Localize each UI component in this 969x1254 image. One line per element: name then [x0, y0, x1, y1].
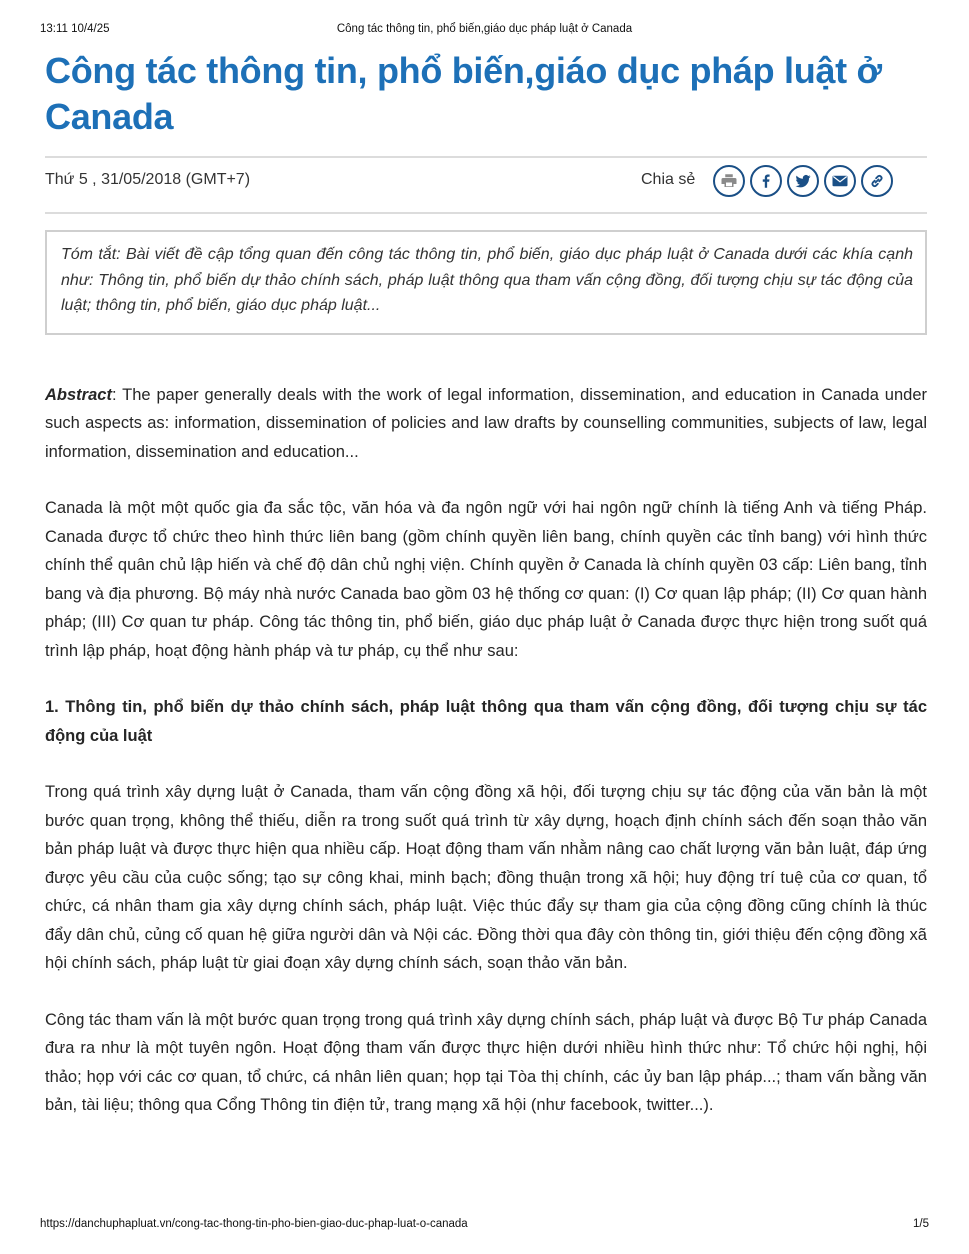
twitter-icon[interactable] — [787, 165, 819, 197]
print-page-title: Công tác thông tin, phổ biến,giáo dục pháp luật ở Canada — [336, 23, 633, 35]
divider — [45, 212, 927, 214]
abstract-text: : The paper generally deals with the work of legal information, dissemination, and education in Canada under such aspects as: information, dissemination of policies and law drafts by counselling communities, subjects of law, legal information, dissemination and education... — [45, 385, 927, 461]
article-summary: Tóm tắt: Bài viết đề cập tổng quan đến công tác thông tin, phổ biến, giáo dục pháp luật ở Canada dưới các khía cạnh như: Thông tin, phổ biến dự thảo chính sách, pháp luật thông qua tham vấn cộng đồng, đối tượng chịu sự tác động của luật; thông tin, phổ biến, giáo dục pháp luật... — [45, 230, 927, 335]
abstract-paragraph — [45, 381, 927, 467]
print-url[interactable]: https://danchuphapluat.vn/cong-tac-thong-tin-pho-bien-giao-duc-phap-luat-o-canada — [40, 1218, 468, 1230]
share-buttons — [713, 165, 893, 197]
page-number: 1/5 — [913, 1218, 929, 1230]
print-header — [40, 23, 929, 39]
share-label: Chia sẻ — [641, 171, 696, 188]
publish-date: Thứ 5 , 31/05/2018 (GMT+7) — [45, 171, 251, 188]
article — [45, 48, 927, 1120]
print-footer — [40, 1218, 929, 1234]
body-paragraph: Trong quá trình xây dựng luật ở Canada, tham vấn cộng đồng xã hội, đối tượng chịu sự tác động của văn bản là một bước quan trọng, không thể thiếu, diễn ra trong suốt quá trình từ xây dựng, hoạch định chính sách đến soạn thảo văn bản pháp luật và được thực hiện qua nhiều cấp. Hoạt động tham vấn nhằm nâng cao chất lượng văn bản luật, đáp ứng được yêu cầu của cuộc sống; tạo sự công khai, minh bạch; đồng thuận trong xã hội; huy động trí tuệ của cơ quan, tổ chức, cá nhân tham gia xây dựng chính sách, pháp luật. Việc thúc đẩy sự tham gia của cộng đồng cũng chính là thúc đẩy dân chủ, củng cố quan hệ giữa người dân và Nội các. Đồng thời qua đây còn thông tin, giới thiệu đến cộng đồng xã hội chính sách, pháp luật từ giai đoạn xây dựng chính sách, soạn thảo văn bản. — [45, 783, 927, 972]
article-meta — [45, 158, 927, 210]
print-icon[interactable] — [713, 165, 745, 197]
print-timestamp: 13:11 10/4/25 — [40, 23, 110, 35]
abstract-label: Abstract — [45, 385, 112, 404]
article-title: Công tác thông tin, phổ biến,giáo dục pháp luật ở Canada — [45, 50, 882, 137]
email-icon[interactable] — [824, 165, 856, 197]
body-paragraph: Canada là một một quốc gia đa sắc tộc, văn hóa và đa ngôn ngữ với hai ngôn ngữ chính là tiếng Anh và tiếng Pháp. Canada được tổ chức theo hình thức liên bang (gồm chính quyền liên bang, chính quyền các tỉnh bang) với hình thức chính thể quân chủ lập hiến và chế độ dân chủ nghị viện. Chính quyền ở Canada là chính quyền 03 cấp: Liên bang, tỉnh bang và địa phương. Bộ máy nhà nước Canada bao gồm 03 hệ thống cơ quan: (I) Cơ quan lập pháp; (II) Cơ quan hành pháp; (III) Cơ quan tư pháp. Công tác thông tin, phổ biến, giáo dục pháp luật ở Canada được thực hiện trong suốt quá trình lập pháp, hoạt động hành pháp và tư pháp, cụ thể như sau: — [45, 499, 927, 660]
body-paragraph: Công tác tham vấn là một bước quan trọng trong quá trình xây dựng chính sách, pháp luật và được Bộ Tư pháp Canada đưa ra như là một tuyên ngôn. Hoạt động tham vấn được thực hiện dưới nhiều hình thức như: Tổ chức hội nghị, hội thảo; họp với các cơ quan, tổ chức, cá nhân liên quan; họp tại Tòa thị chính, các ủy ban lập pháp...; tham vấn bằng văn bản, tài liệu; thông qua Cổng Thông tin điện tử, trang mạng xã hội (như facebook, twitter...). — [45, 1010, 927, 1114]
facebook-icon[interactable] — [750, 165, 782, 197]
section-heading: 1. Thông tin, phổ biến dự thảo chính sách, pháp luật thông qua tham vấn cộng đồng, đối tượng chịu sự tác động của luật — [45, 698, 927, 745]
link-icon[interactable] — [861, 165, 893, 197]
